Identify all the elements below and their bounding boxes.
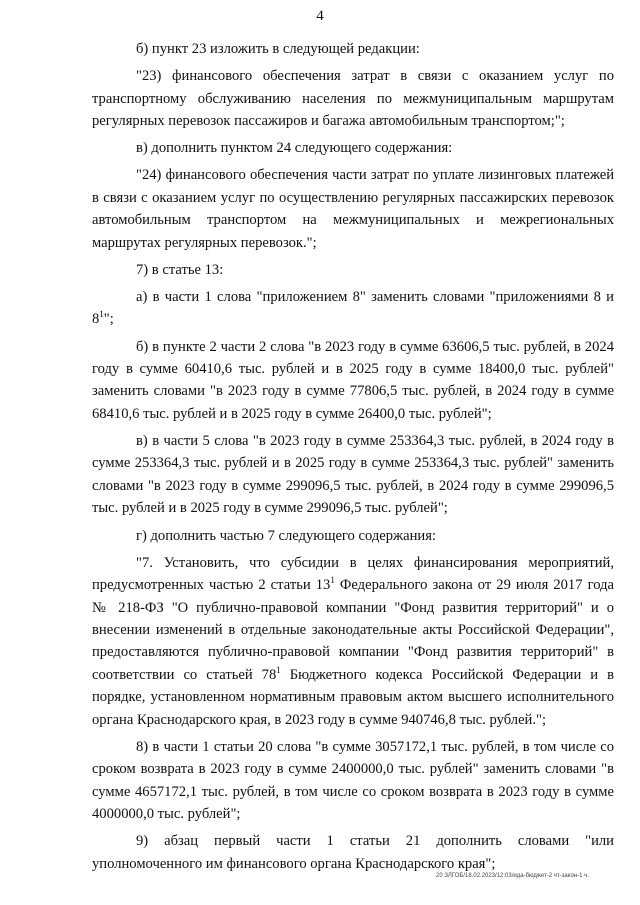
part-7-text-end: Бюджетного кодекса Российской Федерации и в порядке, установленном нормативным правовым актом высшего исполнительного органа Краснодарского края, в 2023 году в сумме 940746,8 тыс. рублей."; — [92, 666, 614, 728]
paragraph-9-article-21: 9) абзац первый части 1 статьи 21 дополнить словами "или уполномоченного им финансового органа Краснодарского края"; — [92, 833, 614, 872]
document-footer-code: 20 ЗЛГОБ/18.02.2023/12:03/ида-бюджет-2 чт-закон-1 ч. — [436, 873, 589, 879]
paragraph-a-text: а) в части 1 слова "приложением 8" заменить словами "приложениями 8 и 8 — [92, 289, 614, 328]
paragraph-8-article-20: 8) в части 1 статьи 20 слова "в сумме 3057172,1 тыс. рублей, в том числе со сроком возврата в 2023 году в сумме 2400000,0 тыс. рублей" заменить словами "в сумме 4657172,1 тыс. рублей, в том числе со сроком возврата в 2023 году в сумме 4000000,0 тыс. рублей"; — [92, 738, 614, 822]
paragraph-a-part-1 — [92, 286, 614, 331]
paragraph-item-24-text: "24) финансового обеспечения части затрат по уплате лизинговых платежей в связи с оказанием услуг по осуществлению регулярных пассажирских перевозок автомобильным транспортом на межмуниципальных и межрегиональных маршрутах регулярных перевозок."; — [92, 167, 614, 251]
paragraph-g-part-7: г) дополнить частью 7 следующего содержания: — [136, 527, 436, 544]
paragraph-item-23-text: "23) финансового обеспечения затрат в связи с оказанием услуг по транспортному обслуживанию населения по межмуниципальным маршрутам регулярных перевозок пассажиров и багажа автомобильным транспортом;"; — [92, 68, 614, 130]
superscript: 1 — [99, 309, 104, 320]
paragraph-v-part-5: в) в части 5 слова "в 2023 году в сумме 253364,3 тыс. рублей, в 2024 году в сумме 253364,3 тыс. рублей и в 2025 году в сумме 253364,3 тыс. рублей" заменить словами "в 2023 году в сумме 299096,5 тыс. рублей, в 2024 году в сумме 299096,5 тыс. рублей и в 2025 году в сумме 299096,5 тыс. рублей"; — [92, 433, 614, 517]
paragraph-b-part-2: б) в пункте 2 части 2 слова "в 2023 году в сумме 63606,5 тыс. рублей, в 2024 году в сумме 60410,6 тыс. рублей и в 2025 году в сумме 18400,0 тыс. рублей" заменить словами "в 2023 году в сумме 77806,5 тыс. рублей, в 2024 году в сумме 68410,6 тыс. рублей и в 2025 году в сумме 26400,0 тыс. рублей"; — [92, 338, 614, 422]
page-number: 4 — [316, 8, 324, 24]
paragraph-v-item-24: в) дополнить пунктом 24 следующего содержания: — [136, 140, 453, 157]
superscript: 1 — [276, 664, 281, 675]
paragraph-a-end: "; — [103, 311, 114, 328]
part-7-text-middle: Федерального закона от 29 июля 2017 года № 218-ФЗ "О публично-правовой компании "Фонд развития территорий" и о внесении изменений в отдельные законодательные акты Российской Федерации", предоставляются публично-правовой компании "Фонд развития территорий" в соответствии со статьей 78 — [92, 577, 614, 683]
paragraph-b-item-23: б) пункт 23 изложить в следующей редакции: — [136, 41, 420, 57]
document-body — [92, 38, 614, 875]
superscript: 1 — [330, 575, 335, 586]
part-7-text-start: "7. Установить, что субсидии в целях финансирования мероприятий, предусмотренных частью 2 статьи 13 — [92, 554, 614, 594]
paragraph-article-13: 7) в статье 13: — [136, 261, 224, 278]
paragraph-part-7-text — [92, 552, 614, 731]
